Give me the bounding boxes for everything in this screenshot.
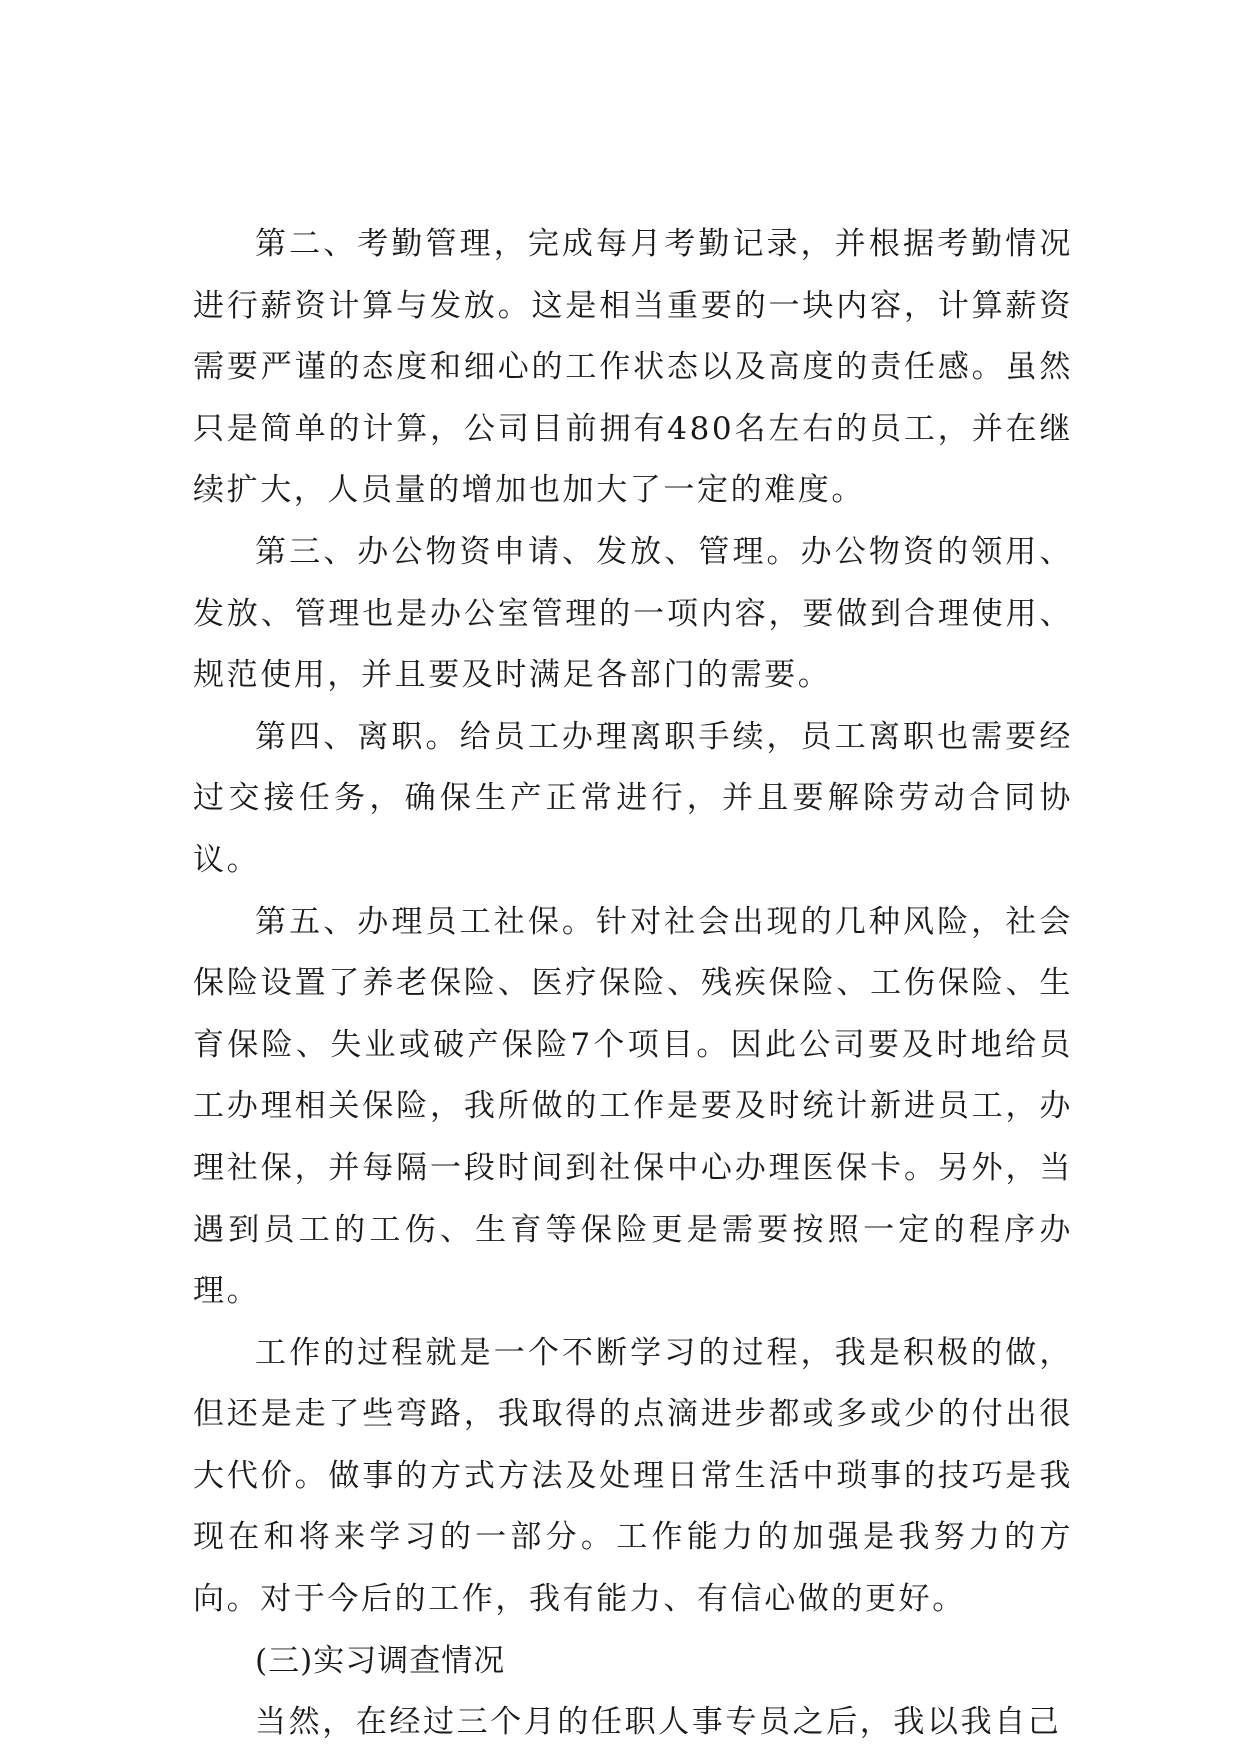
paragraph-attendance: 第二、考勤管理，完成每月考勤记录，并根据考勤情况进行薪资计算与发放。这是相当重要的一块内容，计算薪资需要严谨的态度和细心的工作状态以及高度的责任感。虽然只是简单的计算，公司目前拥有480名左右的员工，并在继续扩大，人员量的增加也加大了一定的难度。 (193, 226, 1073, 509)
section-heading-internship-survey: (三)实习调查情况 (255, 1642, 506, 1679)
document-body (193, 214, 1073, 1754)
paragraph-social-insurance: 第五、办理员工社保。针对社会出现的几种风险，社会保险设置了养老保险、医疗保险、残疾保险、工伤保险、生育保险、失业或破产保险7个项目。因此公司要及时地给员工办理相关保险，我所做的工作是要及时统计新进员工，办理社保，并每隔一段时间到社保中心办理医保卡。另外，当遇到员工的工伤、生育等保险更是需要按照一定的程序办理。 (193, 903, 1073, 1310)
paragraph-survey-intro: 当然，在经过三个月的任职人事专员之后，我以我自己 (255, 1704, 1062, 1741)
paragraph-resignation: 第四、离职。给员工办理离职手续，员工离职也需要经过交接任务，确保生产正常进行，并且要解除劳动合同协议。 (193, 718, 1073, 878)
paragraph-office-supplies: 第三、办公物资申请、发放、管理。办公物资的领用、发放、管理也是办公室管理的一项内容，要做到合理使用、规范使用，并且要及时满足各部门的需要。 (193, 533, 1073, 694)
paragraph-work-reflection: 工作的过程就是一个不断学习的过程，我是积极的做，但还是走了些弯路，我取得的点滴进步都或多或少的付出很大代价。做事的方式方法及处理日常生活中琐事的技巧是我现在和将来学习的一部分。工作能力的加强是我努力的方向。对于今后的工作，我有能力、有信心做的更好。 (193, 1334, 1073, 1618)
